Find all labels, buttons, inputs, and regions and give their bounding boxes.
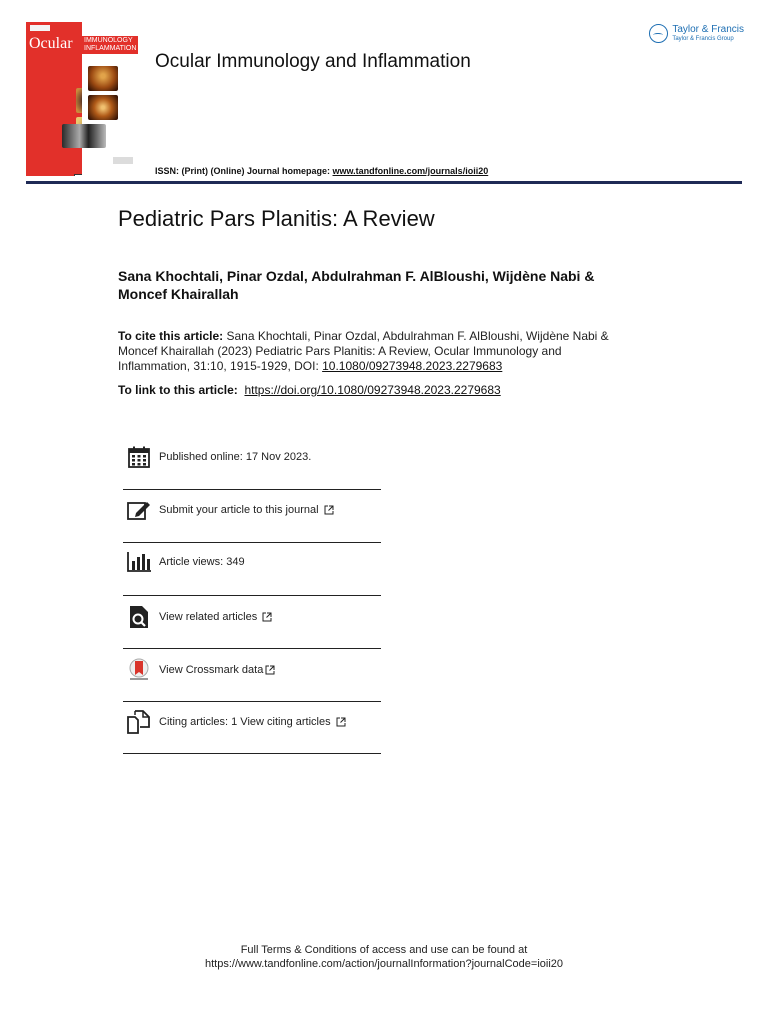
published-item <box>123 445 381 469</box>
meta-divider <box>123 489 381 490</box>
cover-image-5 <box>62 124 106 148</box>
related-articles-text: View related articles <box>159 611 258 623</box>
journal-name: Ocular Immunology and Inflammation <box>155 51 471 72</box>
copy-documents-icon <box>127 710 151 734</box>
footer-terms-link[interactable]: https://www.tandfonline.com/action/journalInformation?journalCode=ioii20 <box>204 958 563 970</box>
meta-divider <box>123 595 381 596</box>
cover-image-1 <box>76 88 82 113</box>
article-title: Pediatric Pars Planitis: A Review <box>118 206 435 231</box>
cover-subtitle-line1: IMMUNOLOGY <box>84 37 133 44</box>
journal-cover <box>26 22 82 176</box>
footer-terms <box>0 943 768 971</box>
published-text: Published online: 17 Nov 2023. <box>159 451 312 463</box>
crossmark-text: View Crossmark data <box>159 664 264 676</box>
external-link-icon <box>324 505 334 515</box>
cover-logo <box>74 174 82 176</box>
publisher-group: Taylor & Francis Group <box>672 36 734 42</box>
article-views-item <box>123 550 381 574</box>
issn-text: ISSN: (Print) (Online) Journal homepage: <box>155 166 333 176</box>
external-link-icon <box>265 665 275 675</box>
external-link-icon <box>262 612 272 622</box>
citing-articles-text: Citing articles: 1 View citing articles <box>159 716 331 728</box>
cover-subtitle-line2: INFLAMMATION <box>84 45 137 52</box>
crossmark-item[interactable] <box>123 658 381 682</box>
article-authors: Sana Khochtali, Pinar Ozdal, Abdulrahman F. AlBloushi, Wijdène Nabi & Moncef Khairallah <box>118 268 595 302</box>
cover-subtitle <box>82 36 138 54</box>
submit-article-text: Submit your article to this journal <box>159 504 319 516</box>
article-doi-link[interactable]: https://doi.org/10.1080/09273948.2023.2279683 <box>244 383 501 397</box>
article-views-text: Article views: 349 <box>159 556 245 568</box>
edit-icon <box>127 498 151 522</box>
cover-publisher-mark <box>113 157 133 164</box>
submit-article-item[interactable] <box>123 498 381 522</box>
calendar-icon <box>127 445 151 469</box>
issn-line <box>155 166 488 176</box>
meta-divider <box>123 753 381 754</box>
header-rule <box>26 181 742 184</box>
footer-line1: Full Terms & Conditions of access and use can be found at <box>240 944 528 956</box>
journal-homepage-link[interactable]: www.tandfonline.com/journals/ioii20 <box>332 166 489 176</box>
publisher-name: Taylor & Francis <box>672 24 744 35</box>
document-search-icon <box>127 605 151 629</box>
cover-image-4 <box>88 95 118 120</box>
citation-label: To cite this article: <box>118 329 224 343</box>
article-link-label: To link to this article: <box>118 383 242 397</box>
citing-articles-item[interactable] <box>123 710 381 734</box>
external-link-icon <box>336 717 346 727</box>
cover-image-2 <box>88 66 118 91</box>
citation-doi-link[interactable]: 10.1080/09273948.2023.2279683 <box>322 359 503 373</box>
meta-divider <box>123 701 381 702</box>
cover-top-strip <box>30 25 50 31</box>
crossmark-icon <box>127 658 151 682</box>
citation-text: Sana Khochtali, Pinar Ozdal, Abdulrahman F. AlBloushi, Wijdène Nabi & Moncef Khairallah (2023) Pediatric Pars Planitis: A Review, Ocular Immunology and Inflammation, 31:10, 1915-1929, DOI: <box>118 329 609 373</box>
citation-block <box>118 329 628 374</box>
meta-divider <box>123 648 381 649</box>
cover-title: Ocular <box>29 35 73 52</box>
related-articles-item[interactable] <box>123 605 381 629</box>
bar-chart-icon <box>127 550 151 574</box>
publisher-logo-icon <box>649 24 668 43</box>
article-link-line <box>118 383 501 397</box>
publisher-logo[interactable] <box>649 24 744 43</box>
meta-divider <box>123 542 381 543</box>
